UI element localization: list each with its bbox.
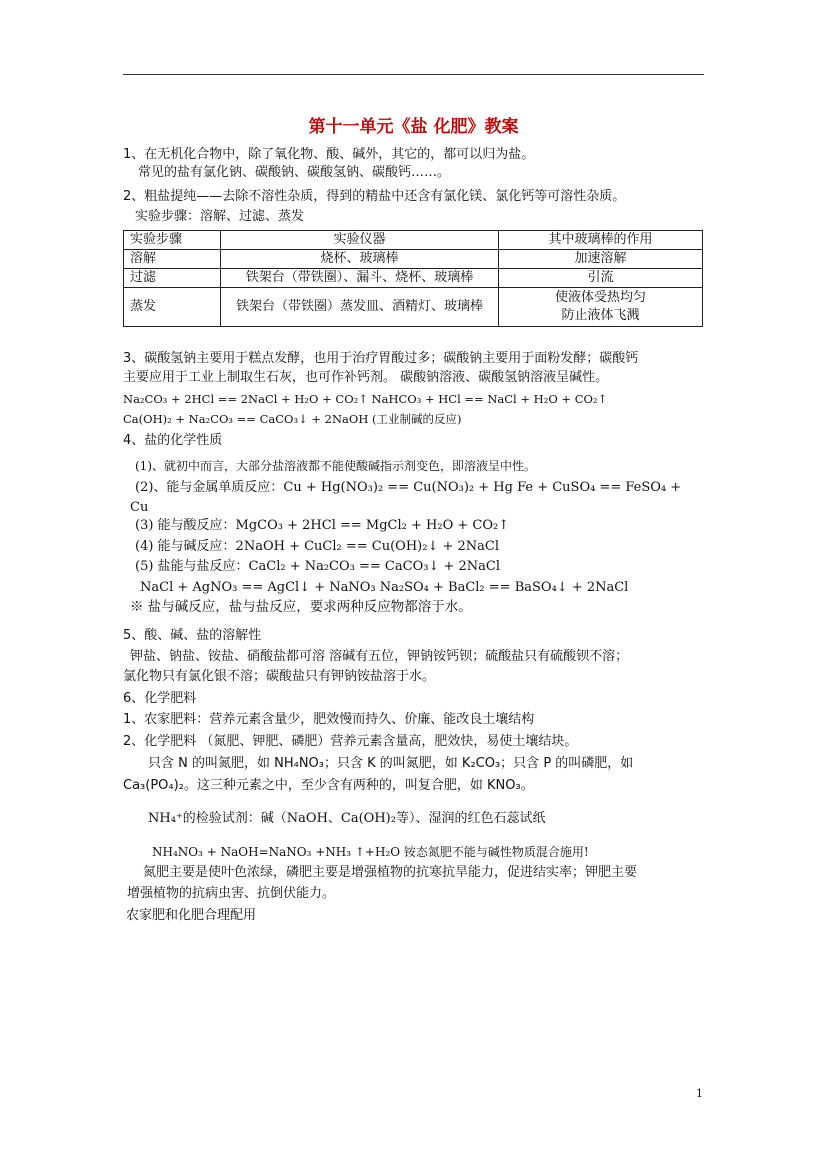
fertilizer-mix-line: 农家肥和化肥合理配用 (126, 908, 257, 923)
chem-note: ※ 盐与碱反应，盐与盐反应，要求两种反应物都溶于水。 (130, 599, 472, 615)
paragraph-1b: 常见的盐有氯化钠、碳酸钠、碳酸氢钠、碳酸钙……。 (138, 165, 451, 180)
paragraph-1: 1、在无机化合物中，除了氧化物、酸、碱外，其它的，都可以归为盐。 (123, 147, 535, 162)
table-cell: 使液体受热均匀 防止液体飞溅 (499, 288, 703, 327)
chem-property-1: (1)、就初中而言，大部分盐溶液都不能使酸碱指示剂变色，即溶液呈中性。 (135, 459, 537, 473)
table-cell: 溶解 (124, 250, 221, 269)
table-header: 实验仪器 (221, 231, 499, 250)
fertilizer-line-4: Ca₃(PO₄)₂。这三种元素之中，至少含有两种的，叫复合肥，如 KNO₃。 (123, 778, 534, 793)
paragraph-2b: 实验步骤：溶解、过滤、蒸发 (135, 209, 305, 224)
chem-property-5b: NaCl + AgNO₃ == AgCl↓ + NaNO₃ Na₂SO₄ + BaCl₂ == BaSO₄↓ + 2NaCl (140, 580, 629, 595)
paragraph-3b: 主要应用于工业上制取生石灰，也可作补钙剂。 碳酸钠溶液、碳酸氢钠溶液呈碱性。 (123, 370, 609, 385)
section-4-heading: 4、盐的化学性质 (123, 433, 223, 448)
table-cell: 过滤 (124, 269, 221, 288)
table-cell: 引流 (499, 269, 703, 288)
chem-property-4: (4) 能与碱反应：2NaOH + CuCl₂ == Cu(OH)₂↓ + 2NaCl (135, 539, 500, 554)
fertilizer-role-line-1: 氮肥主要是使叶色浓绿，磷肥主要是增强植物的抗寒抗旱能力，促进结实率；钾肥主要 (143, 865, 638, 880)
chem-property-2: (2)、能与金属单质反应：Cu + Hg(NO₃)₂ == Cu(NO₃)₂ + Hg Fe + CuSO₄ == FeSO₄ + (135, 480, 682, 495)
experiment-table (123, 230, 703, 327)
fertilizer-line-2: 2、化学肥料 （氮肥、钾肥、磷肥）营养元素含量高，肥效快，易使土壤结块。 (123, 734, 578, 749)
table-cell: 铁架台（带铁圈）、漏斗、烧杯、玻璃棒 (221, 269, 499, 288)
solubility-line-2: 氯化物只有氯化银不溶；碳酸盐只有钾钠铵盐溶于水。 (123, 669, 436, 684)
paragraph-2: 2、粗盐提纯——去除不溶性杂质，得到的精盐中还含有氯化镁、氯化钙等可溶性杂质。 (123, 189, 626, 204)
table-cell: 蒸发 (124, 288, 221, 327)
fertilizer-line-1: 1、农家肥料：营养元素含量少，肥效慢而持久、价廉、能改良土壤结构 (123, 712, 535, 727)
paragraph-3a: 3、碳酸氢钠主要用于糕点发酵，也用于治疗胃酸过多；碳酸钠主要用于面粉发酵；碳酸钙 (123, 351, 639, 366)
chem-property-5: (5) 盐能与盐反应：CaCl₂ + Na₂CO₃ == CaCO₃↓ + 2NaCl (135, 559, 500, 574)
solubility-line-1: 钾盐、钠盐、铵盐、硝酸盐都可溶 溶碱有五位，钾钠铵钙钡；硫酸盐只有硫酸钡不溶； (130, 649, 629, 664)
header-rule (123, 74, 704, 75)
equation-2: Ca(OH)₂ + Na₂CO₃ == CaCO₃↓ + 2NaOH (工业制碱的反应) (123, 412, 462, 426)
fertilizer-line-3: 只含 N 的叫氮肥，如 NH₄NO₃；只含 K 的叫氮肥，如 K₂CO₃；只含 P 的叫磷肥，如 (148, 756, 634, 771)
section-6-heading: 6、化学肥料 (123, 691, 197, 706)
table-cell: 烧杯、玻璃棒 (221, 250, 499, 269)
table-cell: 加速溶解 (499, 250, 703, 269)
nh4-reaction-line: NH₄NO₃ + NaOH=NaNO₃ +NH₃ ↑+H₂O 铵态氮肥不能与碱性物质混合施用! (152, 845, 589, 859)
table-header: 实验步骤 (124, 231, 221, 250)
nh4-test-line: NH₄⁺的检验试剂：碱（NaOH、Ca(OH)₂等）、湿润的红色石蕊试纸 (148, 811, 546, 826)
table-header: 其中玻璃棒的作用 (499, 231, 703, 250)
table-row (124, 288, 703, 327)
section-5-heading: 5、酸、碱、盐的溶解性 (123, 628, 262, 643)
page-number: 1 (696, 1087, 703, 1100)
table-header-row (124, 231, 703, 250)
fertilizer-role-line-2: 增强植物的抗病虫害、抗倒伏能力。 (127, 886, 336, 901)
table-row (124, 269, 703, 288)
page-title: 第十一单元《盐 化肥》教案 (308, 117, 519, 137)
chem-property-3: (3) 能与酸反应：MgCO₃ + 2HCl == MgCl₂ + H₂O + CO₂↑ (135, 518, 510, 533)
table-row (124, 250, 703, 269)
equation-1: Na₂CO₃ + 2HCl == 2NaCl + H₂O + CO₂↑ NaHCO₃ + HCl == NaCl + H₂O + CO₂↑ (123, 392, 608, 406)
chem-property-2b: Cu (130, 500, 149, 515)
table-cell: 铁架台（带铁圈）蒸发皿、酒精灯、玻璃棒 (221, 288, 499, 327)
